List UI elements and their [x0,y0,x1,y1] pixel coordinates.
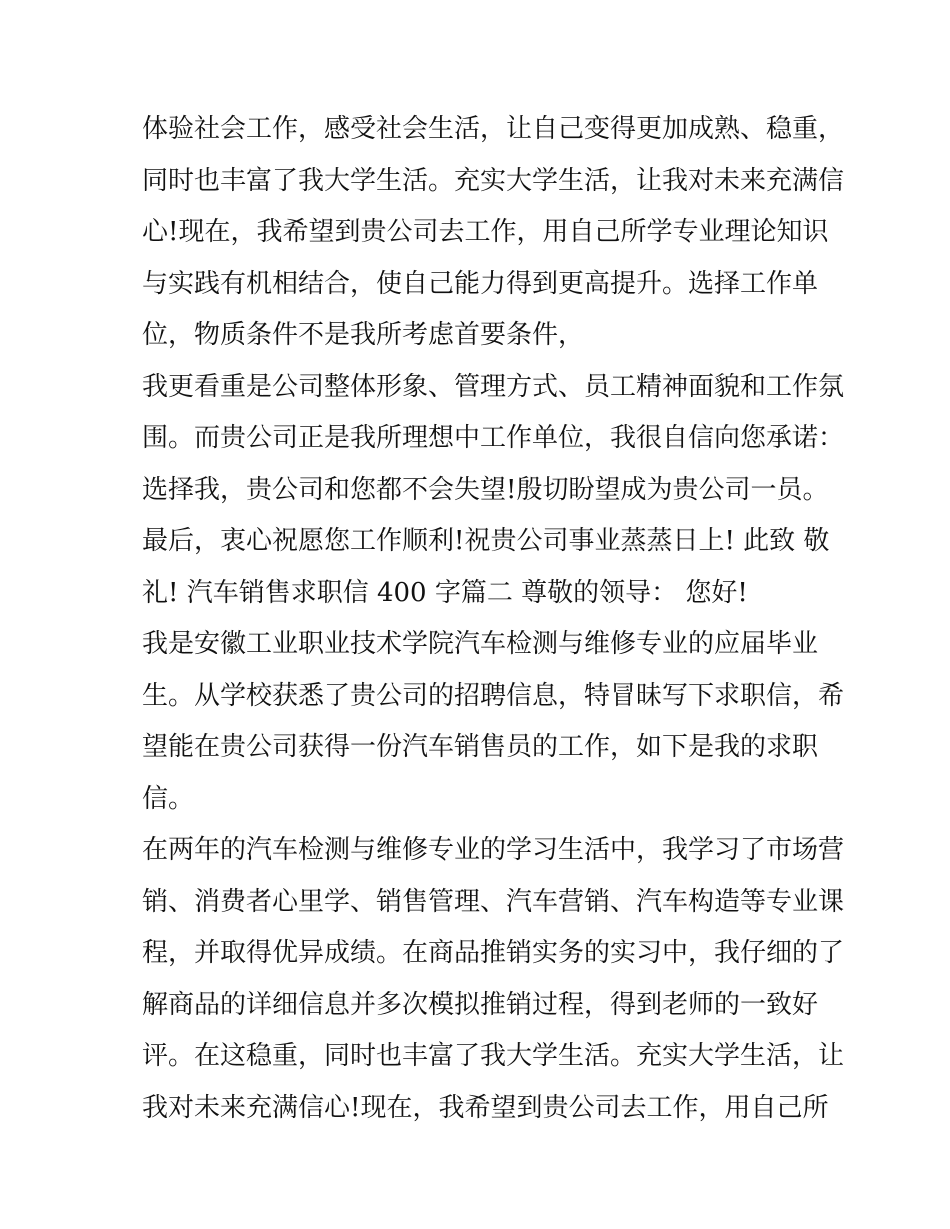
text-line-10: 礼! 汽车销售求职信 400 字篇二 尊敬的领导： 您好! [142,577,748,608]
text-line-15: 在两年的汽车检测与维修专业的学习生活中，我学习了市场营 [142,835,845,865]
text-line-8: 选择我，贵公司和您都不会失望!殷切盼望成为贵公司一员。 [142,474,829,505]
text-line-7: 围。而贵公司正是我所理想中工作单位，我很自信向您承诺： [142,423,845,453]
text-line-11: 我是安徽工业职业技术学院汽车检测与维修专业的应届毕业 [142,629,819,659]
text-line-9: 最后，衷心祝愿您工作顺利!祝贵公司事业蒸蒸日上! 此致 敬 [142,526,830,556]
text-line-5: 位，物质条件不是我所考虑首要条件， [142,320,585,350]
text-line-19: 评。在这稳重，同时也丰富了我大学生活。充实大学生活，让 [142,1041,845,1071]
text-line-20: 我对未来充满信心!现在，我希望到贵公司去工作，用自己所 [142,1092,829,1123]
text-line-4: 与实践有机相结合，使自己能力得到更高提升。选择工作单 [142,268,819,299]
text-line-1: 体验社会工作，感受社会生活，让自己变得更加成熟、稳重， [142,114,845,144]
text-line-17: 程，并取得优异成绩。在商品推销实务的实习中，我仔细的了 [142,938,845,968]
letter-body [142,104,845,1134]
text-line-13: 望能在贵公司获得一份汽车销售员的工作，如下是我的求职 [142,732,819,762]
text-line-3: 心!现在，我希望到贵公司去工作，用自己所学专业理论知识 [142,217,829,247]
text-line-12: 生。从学校获悉了贵公司的招聘信息，特冒昧写下求职信，希 [142,680,845,711]
text-line-18: 解商品的详细信息并多次模拟推销过程，得到老师的一致好 [142,989,819,1020]
text-line-6: 我更看重是公司整体形象、管理方式、员工精神面貌和工作氛 [142,371,845,402]
text-line-14: 信。 [142,783,195,814]
text-line-2: 同时也丰富了我大学生活。充实大学生活，让我对未来充满信 [142,165,845,196]
text-line-16: 销、消费者心里学、销售管理、汽车营销、汽车构造等专业课 [142,886,845,917]
